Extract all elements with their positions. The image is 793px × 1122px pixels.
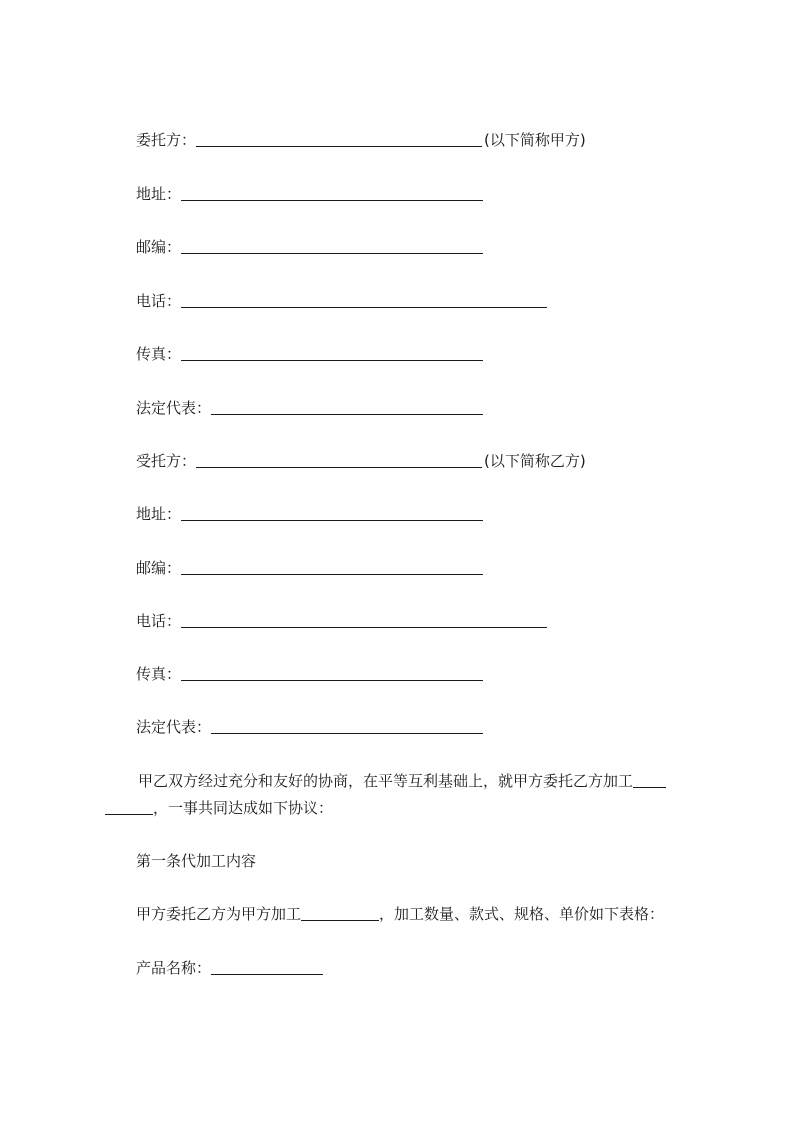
client-address-blank[interactable] (181, 185, 483, 201)
client-fax-row (136, 344, 483, 364)
contractor-postcode-blank[interactable] (181, 559, 483, 575)
field-label: 电话： (136, 612, 182, 630)
article-1-text-before: 甲方委托乙方为甲方加工 (136, 905, 302, 923)
client-fax-blank[interactable] (181, 345, 483, 361)
article-1-text-after: ，加工数量、款式、规格、单价如下表格： (379, 905, 665, 923)
product-name-label: 产品名称： (136, 959, 212, 977)
processing-item-blank[interactable] (301, 905, 379, 921)
intro-line-2 (105, 798, 333, 818)
client-label: 委托方： (136, 131, 197, 149)
client-rep-row (136, 398, 483, 418)
contractor-postcode-row (136, 558, 483, 578)
contractor-rep-row (136, 717, 483, 737)
contractor-fax-blank[interactable] (181, 665, 483, 681)
field-label: 邮编： (136, 238, 182, 256)
contractor-suffix: (以下简称乙方) (484, 452, 586, 470)
product-name-row (136, 958, 323, 978)
client-postcode-row (136, 237, 483, 257)
product-blank-part2[interactable] (105, 799, 153, 815)
client-rep-blank[interactable] (211, 399, 483, 415)
client-phone-row (136, 291, 547, 311)
contractor-row (136, 451, 586, 471)
field-label: 法定代表： (136, 718, 212, 736)
field-label: 传真： (136, 665, 182, 683)
contractor-blank[interactable] (196, 452, 482, 468)
contractor-fax-row (136, 664, 483, 684)
field-label: 法定代表： (136, 399, 212, 417)
intro-line-1 (138, 771, 666, 791)
client-phone-blank[interactable] (181, 292, 547, 308)
intro-text-2: ，一事共同达成如下协议： (153, 799, 334, 817)
client-row (136, 130, 586, 150)
field-label: 传真： (136, 345, 182, 363)
product-blank-part1[interactable] (633, 772, 666, 788)
contractor-address-row (136, 504, 483, 524)
field-label: 邮编： (136, 559, 182, 577)
client-postcode-blank[interactable] (181, 238, 483, 254)
contractor-phone-blank[interactable] (181, 612, 547, 628)
product-name-blank[interactable] (211, 959, 323, 975)
field-label: 电话： (136, 292, 182, 310)
contractor-rep-blank[interactable] (211, 718, 483, 734)
contractor-phone-row (136, 611, 547, 631)
contractor-label: 受托方： (136, 452, 197, 470)
field-label: 地址： (136, 185, 182, 203)
intro-text-1: 甲乙双方经过充分和友好的协商，在平等互利基础上，就甲方委托乙方加工 (138, 772, 634, 790)
client-suffix: (以下简称甲方) (484, 131, 586, 149)
article-1-text (136, 904, 664, 924)
article-1-title: 第一条代加工内容 (136, 852, 257, 870)
field-label: 地址： (136, 505, 182, 523)
client-blank[interactable] (196, 131, 482, 147)
contractor-address-blank[interactable] (181, 505, 483, 521)
client-address-row (136, 184, 483, 204)
